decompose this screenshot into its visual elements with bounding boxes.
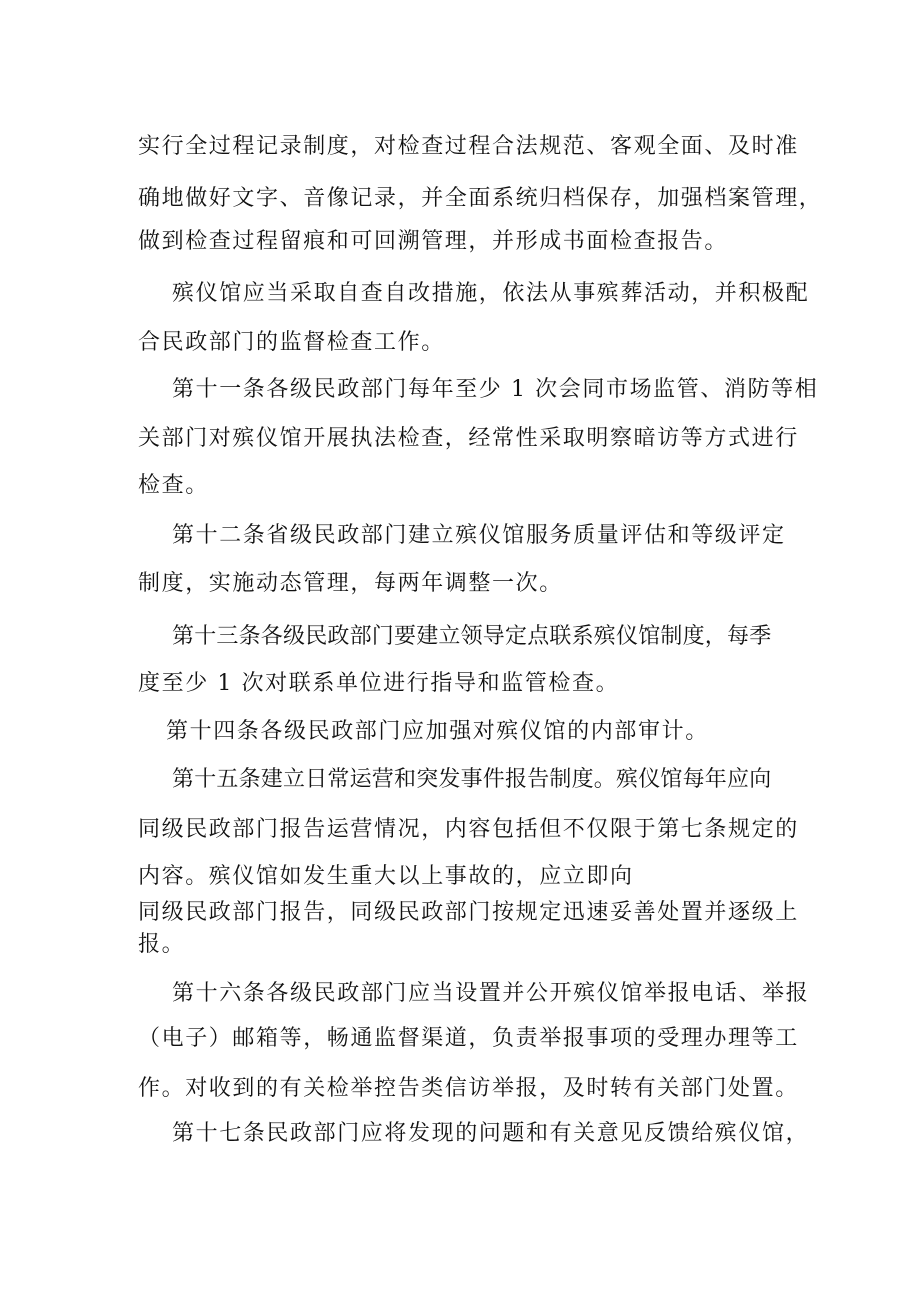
text-line: 合民政部门的监督检查工作。: [138, 330, 445, 355]
text-line: 内容。殡仪馆如发生重大以上事故的，应立即向: [138, 864, 634, 889]
text-line: 同级民政部门报告运营情况，内容包括但不仅限于第七条规定的: [138, 817, 799, 842]
article-12-line: 第十二条省级民政部门建立殡仪馆服务质量评估和等级评定: [172, 523, 786, 548]
paragraph-start-line: 殡仪馆应当采取自查自改措施，依法从事殡葬活动，并积极配: [172, 281, 810, 306]
article-15-line: 第十五条建立日常运营和突发事件报告制度。殡仪馆每年应向: [172, 767, 772, 792]
text-line: 同级民政部门报告，同级民政部门按规定迅速妥善处置并逐级上: [138, 900, 799, 925]
text-line: 确地做好文字、音像记录，并全面系统归档保存，加强档案管理，: [138, 186, 823, 211]
article-13-line: 第十三条各级民政部门要建立领导定点联系殡仪馆制度，每季: [172, 624, 772, 649]
article-17-line: 第十七条民政部门应将发现的问题和有关意见反馈给殡仪馆，: [172, 1121, 810, 1146]
text-line: 度至少 1 次对联系单位进行指导和监管检查。: [138, 671, 620, 696]
article-14-line: 第十四条各级民政部门应加强对殡仪馆的内部审计。: [166, 719, 709, 744]
text-line: 报。: [138, 932, 186, 957]
text-line: 检查。: [138, 473, 209, 498]
article-16-line: 第十六条各级民政部门应当设置并公开殡仪馆举报电话、举报: [172, 981, 810, 1006]
text-line: 作。对收到的有关检举控告类信访举报，及时转有关部门处置。: [138, 1076, 799, 1101]
text-line: 做到检查过程留痕和可回溯管理，并形成书面检查报告。: [138, 229, 729, 254]
text-line: 实行全过程记录制度，对检查过程合法规范、客观全面、及时准: [138, 134, 799, 159]
article-11-line: 第十一条各级民政部门每年至少 1 次会同市场监管、消防等相: [172, 377, 819, 402]
text-line: 制度，实施动态管理，每两年调整一次。: [138, 571, 563, 596]
text-line: （电子）邮箱等，畅通监督渠道，负责举报事项的受理办理等工: [138, 1026, 799, 1051]
text-line: 关部门对殡仪馆开展执法检查，经常性采取明察暗访等方式进行: [138, 426, 799, 451]
